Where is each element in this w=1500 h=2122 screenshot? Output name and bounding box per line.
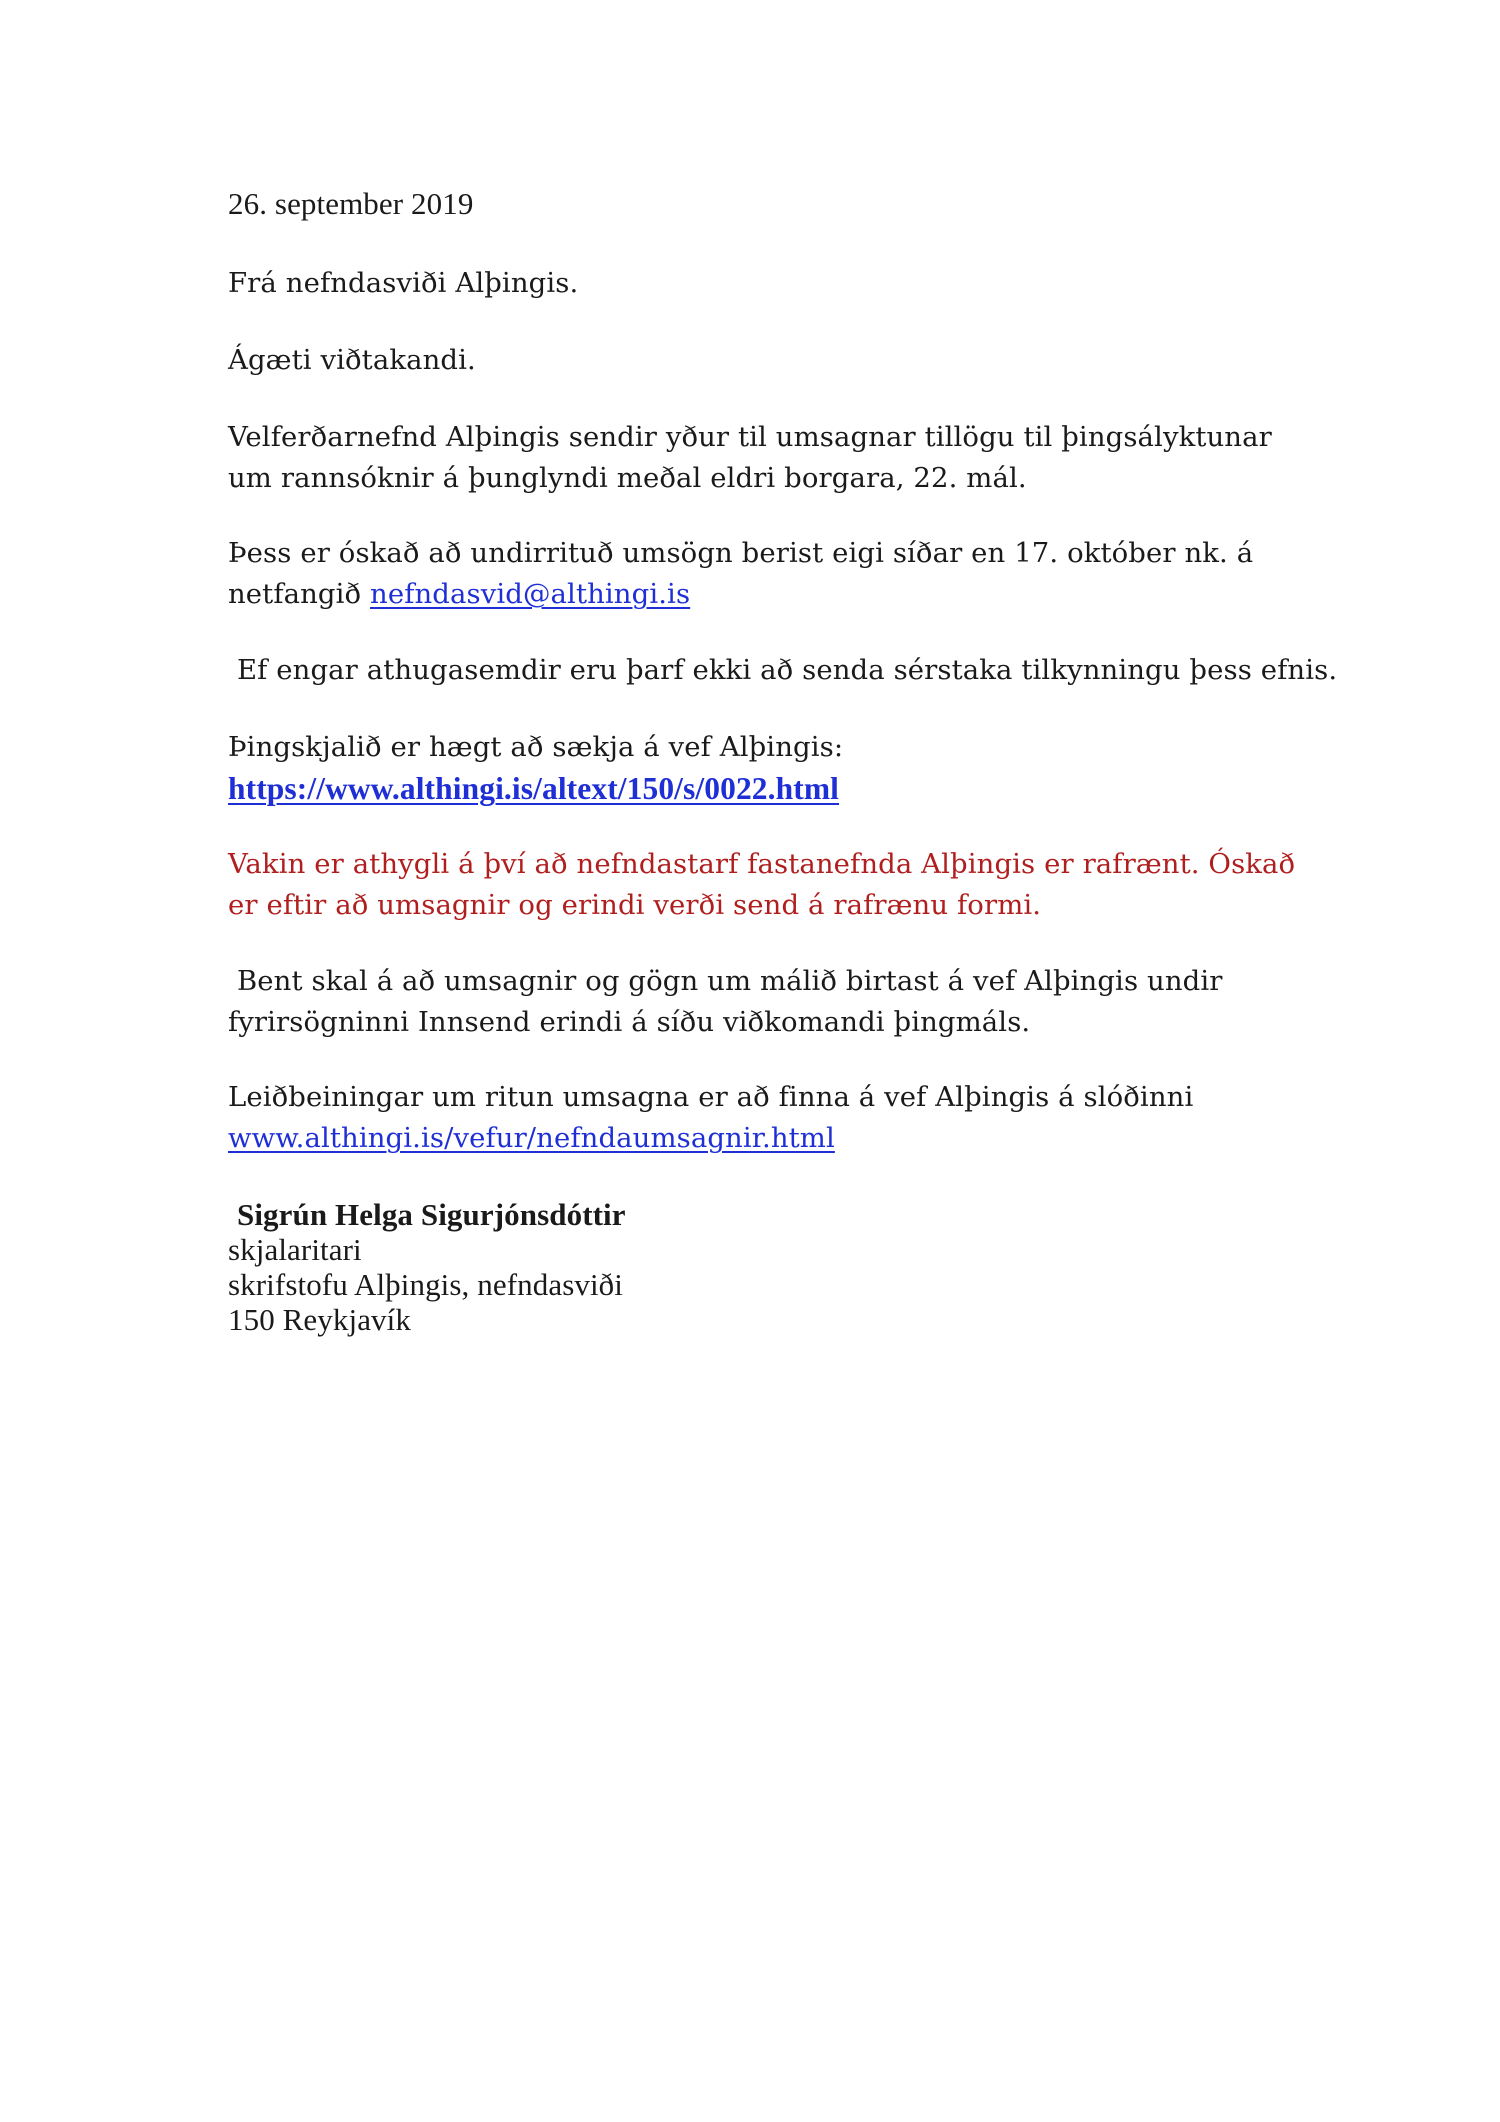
signature-block — [228, 1197, 1348, 1337]
signatory-name: Sigrún Helga Sigurjónsdóttir — [237, 1197, 626, 1232]
greeting — [228, 340, 1348, 381]
paragraph-line: Þingskjalið er hægt að sækja á vef Alþingis: — [228, 731, 844, 763]
paragraph-line: Bent skal á að umsagnir og gögn um málið birtast á vef Alþingis undir — [237, 965, 1223, 997]
paragraph-guidelines — [228, 1077, 1348, 1159]
paragraph-referral — [228, 417, 1348, 499]
email-link[interactable]: nefndasvid@althingi.is — [370, 578, 691, 610]
letter-date — [228, 186, 1348, 221]
paragraph-document-link — [228, 727, 1348, 811]
signatory-title: skjalaritari — [228, 1232, 362, 1267]
paragraph-line: um rannsóknir á þunglyndi meðal eldri borgara, 22. mál. — [228, 462, 1027, 494]
signatory-city: 150 Reykjavík — [228, 1302, 411, 1337]
document-url-link[interactable]: https://www.althingi.is/altext/150/s/0022.html — [228, 771, 840, 806]
date-text: 26. september 2019 — [228, 186, 474, 221]
paragraph-line: Ef engar athugasemdir eru þarf ekki að senda sérstaka tilkynningu þess efnis. — [237, 654, 1338, 686]
paragraph-line: er eftir að umsagnir og erindi verði send á rafrænu formi. — [228, 889, 1042, 921]
paragraph-electronic-notice — [228, 844, 1348, 926]
sender-line — [228, 263, 1348, 304]
signatory-office: skrifstofu Alþingis, nefndasviði — [228, 1267, 623, 1302]
greeting-text: Ágæti viðtakandi. — [228, 344, 476, 376]
paragraph-line: fyrirsögninni Innsend erindi á síðu viðkomandi þingmáls. — [228, 1006, 1031, 1038]
paragraph-no-comments — [228, 650, 1348, 691]
sender-text: Frá nefndasviði Alþingis. — [228, 267, 579, 299]
paragraph-deadline — [228, 533, 1348, 615]
paragraph-line: Þess er óskað að undirrituð umsögn berist eigi síðar en 17. október nk. á — [228, 537, 1254, 569]
paragraph-line: Velferðarnefnd Alþingis sendir yður til umsagnar tillögu til þingsályktunar — [228, 421, 1272, 453]
paragraph-line: Vakin er athygli á því að nefndastarf fastanefnda Alþingis er rafrænt. Óskað — [228, 848, 1296, 880]
email-prefix: netfangið — [228, 578, 371, 610]
guidelines-url-link[interactable]: www.althingi.is/vefur/nefndaumsagnir.html — [228, 1122, 835, 1154]
paragraph-line — [228, 574, 1348, 615]
paragraph-line: Leiðbeiningar um ritun umsagna er að finna á vef Alþingis á slóðinni — [228, 1081, 1194, 1113]
paragraph-publication — [228, 961, 1348, 1043]
